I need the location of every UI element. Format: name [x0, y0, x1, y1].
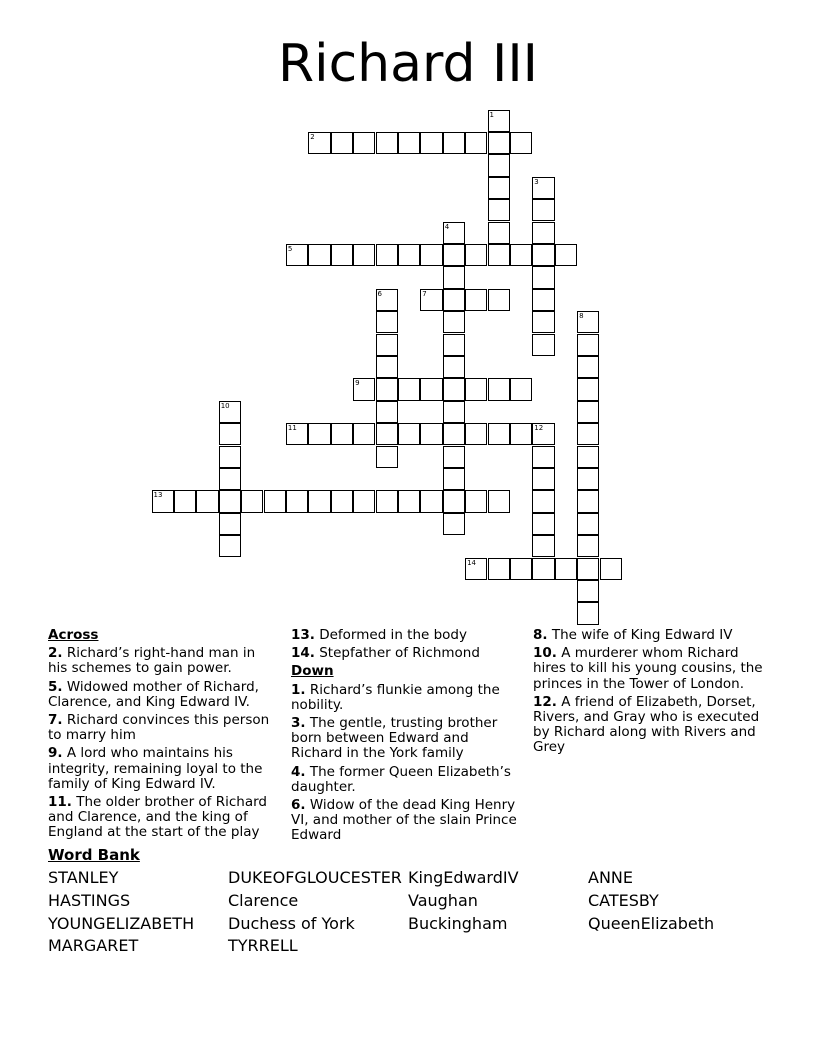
crossword-cell[interactable] — [443, 266, 465, 288]
crossword-cell[interactable] — [488, 423, 510, 445]
crossword-cell[interactable] — [465, 244, 487, 266]
clue-down-12 — [533, 695, 765, 756]
cell-number: 8 — [579, 312, 584, 321]
crossword-cell[interactable] — [376, 334, 398, 356]
clue-across-5 — [48, 680, 276, 710]
crossword-cell[interactable] — [443, 334, 465, 356]
clue-number: 14. — [291, 645, 315, 662]
crossword-cell[interactable] — [532, 311, 554, 333]
clue-across-2 — [48, 646, 276, 676]
crossword-cell[interactable] — [532, 222, 554, 244]
crossword-cell[interactable] — [532, 334, 554, 356]
across-heading: Across — [48, 627, 99, 643]
clue-down-6 — [291, 798, 523, 844]
crossword-cell[interactable] — [488, 132, 510, 154]
cell-number: 12 — [534, 424, 544, 433]
clue-down-4 — [291, 765, 523, 795]
clue-down-8 — [533, 628, 765, 643]
cell-number: 1 — [489, 110, 494, 119]
crossword-cell[interactable] — [219, 401, 241, 423]
word-bank-item: HASTINGS — [48, 891, 131, 910]
crossword-cell[interactable] — [577, 602, 599, 624]
crossword-cell[interactable] — [353, 244, 375, 266]
cell-number: 4 — [444, 222, 450, 231]
crossword-cell[interactable] — [420, 378, 442, 400]
clue-text: Richard’s flunkie among the nobility. — [291, 681, 500, 713]
clue-number: 4. — [291, 763, 306, 780]
crossword-cell[interactable] — [465, 490, 487, 512]
crossword-cell[interactable] — [353, 132, 375, 154]
clue-number: 9. — [48, 745, 63, 762]
crossword-cell[interactable] — [577, 490, 599, 512]
crossword-cell[interactable] — [532, 535, 554, 557]
clue-text: A lord who maintains his integrity, remaining loyal to the family of King Edward IV. — [48, 745, 263, 792]
word-bank-item: TYRRELL — [228, 936, 298, 955]
cell-number: 6 — [377, 289, 382, 298]
crossword-cell[interactable] — [376, 490, 398, 512]
clue-number: 2. — [48, 645, 63, 662]
crossword-cell[interactable] — [532, 266, 554, 288]
clue-across-11 — [48, 795, 276, 841]
crossword-cell[interactable] — [532, 558, 554, 580]
crossword-cell[interactable] — [577, 356, 599, 378]
crossword-cell[interactable] — [420, 490, 442, 512]
crossword-cell[interactable] — [443, 468, 465, 490]
clue-text: Widowed mother of Richard, Clarence, and King Edward IV. — [48, 678, 259, 710]
crossword-cell[interactable] — [577, 378, 599, 400]
crossword-cell[interactable] — [488, 154, 510, 176]
crossword-cell[interactable] — [376, 378, 398, 400]
clue-across-13 — [291, 628, 523, 643]
clue-text: Richard’s right-hand man in his schemes to gain power. — [48, 645, 256, 677]
crossword-cell[interactable] — [308, 490, 330, 512]
crossword-cell[interactable] — [420, 132, 442, 154]
crossword-cell[interactable] — [353, 423, 375, 445]
crossword-cell[interactable] — [219, 446, 241, 468]
cell-number: 14 — [467, 558, 477, 567]
clue-number: 7. — [48, 712, 63, 729]
crossword-cell[interactable] — [488, 222, 510, 244]
crossword-cell[interactable] — [219, 490, 241, 512]
crossword-cell[interactable] — [219, 468, 241, 490]
crossword-cell[interactable] — [219, 535, 241, 557]
clue-text: The former Queen Elizabeth’s daughter. — [291, 763, 511, 795]
crossword-cell[interactable] — [420, 289, 442, 311]
crossword-cell[interactable] — [510, 244, 532, 266]
crossword-cell[interactable] — [510, 132, 532, 154]
clue-column-2 — [291, 628, 523, 847]
crossword-cell[interactable] — [443, 289, 465, 311]
clue-down-1 — [291, 683, 523, 713]
crossword-cell[interactable] — [488, 110, 510, 132]
crossword-cell[interactable] — [532, 468, 554, 490]
word-bank-item: QueenElizabeth — [588, 914, 715, 933]
crossword-cell[interactable] — [465, 289, 487, 311]
crossword-cell[interactable] — [376, 446, 398, 468]
crossword-cell[interactable] — [308, 244, 330, 266]
cell-number: 2 — [310, 132, 315, 141]
word-bank-item: YOUNGELIZABETH — [48, 914, 195, 933]
crossword-cell[interactable] — [420, 244, 442, 266]
crossword-cell[interactable] — [532, 513, 554, 535]
clue-number: 6. — [291, 797, 306, 814]
crossword-cell[interactable] — [532, 199, 554, 221]
crossword-cell[interactable] — [443, 311, 465, 333]
clue-column-1 — [48, 628, 276, 844]
crossword-cell[interactable] — [353, 490, 375, 512]
word-bank-item: STANLEY — [48, 868, 119, 887]
crossword-cell[interactable] — [398, 423, 420, 445]
clue-text: The wife of King Edward IV — [551, 627, 733, 643]
crossword-cell[interactable] — [331, 490, 353, 512]
crossword-cell[interactable] — [488, 558, 510, 580]
crossword-cell[interactable] — [465, 132, 487, 154]
word-bank-item: Buckingham — [408, 914, 508, 933]
crossword-cell[interactable] — [286, 244, 308, 266]
crossword-cell[interactable] — [577, 423, 599, 445]
clue-number: 8. — [533, 627, 548, 643]
word-bank-item: MARGARET — [48, 936, 139, 955]
crossword-cell[interactable] — [577, 334, 599, 356]
page-title: Richard III — [278, 34, 538, 94]
word-bank-item: Clarence — [228, 891, 299, 910]
clue-number: 3. — [291, 715, 306, 732]
crossword-cell[interactable] — [488, 244, 510, 266]
crossword-cell[interactable] — [174, 490, 196, 512]
crossword-cell[interactable] — [443, 378, 465, 400]
crossword-cell[interactable] — [510, 423, 532, 445]
crossword-cell[interactable] — [532, 289, 554, 311]
clue-down-3 — [291, 716, 523, 762]
crossword-cell[interactable] — [577, 311, 599, 333]
clue-number: 12. — [533, 693, 557, 710]
cell-number: 9 — [355, 379, 360, 388]
crossword-cell[interactable] — [376, 401, 398, 423]
crossword-cell[interactable] — [510, 378, 532, 400]
clue-across-7 — [48, 713, 276, 743]
crossword-cell[interactable] — [443, 401, 465, 423]
cell-number: 3 — [534, 177, 539, 186]
crossword-cell[interactable] — [465, 423, 487, 445]
crossword-cell[interactable] — [443, 446, 465, 468]
crossword-cell[interactable] — [286, 423, 308, 445]
cell-number: 5 — [287, 244, 293, 253]
crossword-cell[interactable] — [577, 535, 599, 557]
crossword-cell[interactable] — [196, 490, 218, 512]
clue-text: The gentle, trusting brother born between Edward and Richard in the York family — [291, 715, 498, 762]
crossword-cell[interactable] — [219, 513, 241, 535]
crossword-cell[interactable] — [555, 244, 577, 266]
crossword-cell[interactable] — [376, 311, 398, 333]
crossword-cell[interactable] — [376, 289, 398, 311]
crossword-cell[interactable] — [398, 244, 420, 266]
clue-down-10 — [533, 646, 765, 692]
crossword-cell[interactable] — [577, 580, 599, 602]
crossword-cell[interactable] — [398, 490, 420, 512]
crossword-cell[interactable] — [488, 378, 510, 400]
crossword-cell[interactable] — [308, 423, 330, 445]
crossword-cell[interactable] — [331, 132, 353, 154]
crossword-cell[interactable] — [532, 490, 554, 512]
crossword-cell[interactable] — [465, 558, 487, 580]
crossword-cell[interactable] — [465, 378, 487, 400]
crossword-cell[interactable] — [600, 558, 622, 580]
crossword-cell[interactable] — [488, 490, 510, 512]
word-bank-item: ANNE — [588, 868, 633, 887]
crossword-cell[interactable] — [488, 289, 510, 311]
crossword-cell[interactable] — [398, 378, 420, 400]
crossword-cell[interactable] — [376, 244, 398, 266]
crossword-cell[interactable] — [443, 356, 465, 378]
clue-text: Stepfather of Richmond — [319, 645, 480, 662]
clue-across-9 — [48, 746, 276, 792]
crossword-cell[interactable] — [577, 513, 599, 535]
clue-text: A friend of Elizabeth, Dorset, Rivers, and Gray who is executed by Richard along with Rivers and Grey — [533, 693, 760, 756]
word-bank-heading: Word Bank — [48, 846, 140, 864]
crossword-cell[interactable] — [398, 132, 420, 154]
crossword-cell[interactable] — [532, 177, 554, 199]
crossword-cell[interactable] — [331, 244, 353, 266]
crossword-cell[interactable] — [532, 446, 554, 468]
crossword-cell[interactable] — [353, 378, 375, 400]
clue-text: Widow of the dead King Henry VI, and mother of the slain Prince Edward — [291, 797, 517, 844]
cell-number: 11 — [287, 424, 297, 433]
crossword-cell[interactable] — [577, 558, 599, 580]
word-bank-item: DUKEOFGLOUCESTER — [228, 868, 402, 887]
down-heading: Down — [291, 663, 334, 680]
crossword-cell[interactable] — [376, 132, 398, 154]
crossword-cell[interactable] — [443, 222, 465, 244]
crossword-cell[interactable] — [241, 490, 263, 512]
crossword-cell[interactable] — [577, 468, 599, 490]
cell-number: 7 — [422, 289, 427, 298]
clue-text: Deformed in the body — [319, 627, 467, 643]
crossword-cell[interactable] — [532, 244, 554, 266]
crossword-cell[interactable] — [286, 490, 308, 512]
cell-number: 13 — [153, 491, 163, 500]
crossword-cell[interactable] — [488, 199, 510, 221]
crossword-cell[interactable] — [443, 490, 465, 512]
clue-number: 10. — [533, 645, 557, 662]
crossword-cell[interactable] — [420, 423, 442, 445]
word-bank-item: CATESBY — [588, 891, 659, 910]
clue-text: A murderer whom Richard hires to kill his young cousins, the princes in the Tower of London. — [533, 645, 763, 692]
crossword-cell[interactable] — [488, 177, 510, 199]
crossword-cell[interactable] — [308, 132, 330, 154]
crossword-cell[interactable] — [443, 513, 465, 535]
clue-across-14 — [291, 646, 523, 661]
clue-text: Richard convinces this person to marry him — [48, 712, 270, 744]
clue-number: 5. — [48, 678, 63, 695]
crossword-cell[interactable] — [532, 423, 554, 445]
crossword-cell[interactable] — [376, 356, 398, 378]
word-bank-item: Vaughan — [408, 891, 478, 910]
word-bank-item: Duchess of York — [228, 914, 355, 933]
crossword-cell[interactable] — [331, 423, 353, 445]
word-bank-item: KingEdwardIV — [408, 868, 519, 887]
crossword-cell[interactable] — [577, 401, 599, 423]
crossword-cell[interactable] — [219, 423, 241, 445]
clue-number: 1. — [291, 681, 306, 698]
crossword-cell[interactable] — [376, 423, 398, 445]
cell-number: 10 — [220, 401, 230, 410]
clue-number: 11. — [48, 794, 72, 811]
crossword-cell[interactable] — [577, 446, 599, 468]
crossword-cell[interactable] — [152, 490, 174, 512]
crossword-cell[interactable] — [443, 423, 465, 445]
clue-column-3 — [533, 628, 765, 759]
crossword-cell[interactable] — [443, 244, 465, 266]
crossword-cell[interactable] — [443, 132, 465, 154]
crossword-cell[interactable] — [510, 558, 532, 580]
crossword-cell[interactable] — [555, 558, 577, 580]
clue-text: The older brother of Richard and Clarence, and the king of England at the start of the play — [48, 794, 267, 841]
crossword-cell[interactable] — [264, 490, 286, 512]
clue-number: 13. — [291, 627, 315, 643]
